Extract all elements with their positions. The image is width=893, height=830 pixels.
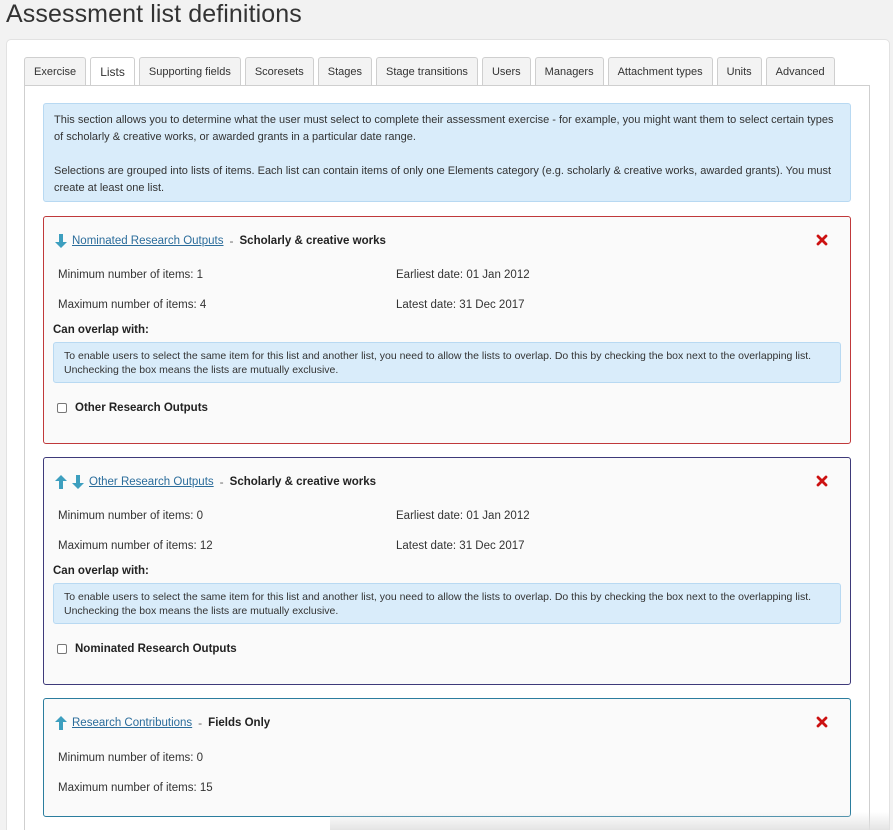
latest-date: Latest date: 31 Dec 2017 bbox=[396, 299, 525, 311]
overlap-option-label[interactable]: Other Research Outputs bbox=[75, 402, 208, 414]
delete-icon[interactable] bbox=[816, 716, 828, 728]
arrow-down-icon[interactable] bbox=[54, 233, 68, 249]
overlap-label: Can overlap with: bbox=[53, 565, 149, 577]
list-name-link[interactable]: Research Contributions bbox=[72, 717, 193, 729]
separator: - bbox=[219, 475, 224, 489]
max-items: Maximum number of items: 12 bbox=[58, 540, 213, 552]
list-card-research-contributions bbox=[43, 698, 851, 817]
overlap-option-row bbox=[57, 643, 237, 655]
tab-managers[interactable]: Managers bbox=[535, 57, 604, 86]
min-items: Minimum number of items: 0 bbox=[58, 510, 204, 522]
intro-paragraph-2: Selections are grouped into lists of items. Each list can contain items of only one Elements category (e.g. scholarly & creative works, awarded grants). You must create at least one list. bbox=[54, 165, 832, 194]
list-category: Fields Only bbox=[208, 717, 271, 729]
overlap-info-box: To enable users to select the same item for this list and another list, you need to allow the lists to overlap. Do this by checking the box next to the overlapping list. Unchecking the box means the lists are mutually exclusive. bbox=[53, 583, 841, 624]
tab-supporting-fields[interactable]: Supporting fields bbox=[139, 57, 241, 86]
bottom-fade bbox=[330, 812, 890, 830]
page-title: Assessment list definitions bbox=[6, 0, 302, 28]
tab-advanced[interactable]: Advanced bbox=[766, 57, 835, 86]
overlap-label: Can overlap with: bbox=[53, 324, 149, 336]
arrow-down-icon[interactable] bbox=[71, 474, 85, 490]
intro-paragraph-1: This section allows you to determine what the user must select to complete their assessment exercise - for example, you might want them to select certain types of scholarly & creative works, or awarded grants in a particular date range. bbox=[54, 114, 834, 143]
tab-scoresets[interactable]: Scoresets bbox=[245, 57, 314, 86]
min-items: Minimum number of items: 1 bbox=[58, 269, 204, 281]
delete-icon[interactable] bbox=[816, 234, 828, 246]
overlap-info-box: To enable users to select the same item for this list and another list, you need to allow the lists to overlap. Do this by checking the box next to the overlapping list. Unchecking the box means the lists are mutually exclusive. bbox=[53, 342, 841, 383]
tab-attachment-types[interactable]: Attachment types bbox=[608, 57, 713, 86]
delete-icon[interactable] bbox=[816, 475, 828, 487]
intro-info-box bbox=[43, 103, 851, 202]
max-items: Maximum number of items: 4 bbox=[58, 299, 207, 311]
tab-users[interactable]: Users bbox=[482, 57, 531, 86]
separator: - bbox=[198, 716, 203, 730]
list-card-other-research-outputs bbox=[43, 457, 851, 685]
overlap-checkbox[interactable] bbox=[57, 644, 67, 654]
list-header bbox=[54, 232, 386, 250]
tab-stage-transitions[interactable]: Stage transitions bbox=[376, 57, 478, 86]
max-items: Maximum number of items: 15 bbox=[58, 782, 213, 794]
list-header bbox=[54, 473, 376, 491]
tab-units[interactable]: Units bbox=[717, 57, 762, 86]
earliest-date: Earliest date: 01 Jan 2012 bbox=[396, 510, 530, 522]
arrow-up-icon[interactable] bbox=[54, 474, 68, 490]
tab-exercise[interactable]: Exercise bbox=[24, 57, 86, 86]
list-card-nominated-research-outputs bbox=[43, 216, 851, 444]
arrow-up-icon[interactable] bbox=[54, 715, 68, 731]
overlap-option-row bbox=[57, 402, 208, 414]
earliest-date: Earliest date: 01 Jan 2012 bbox=[396, 269, 530, 281]
list-category: Scholarly & creative works bbox=[239, 235, 386, 247]
separator: - bbox=[229, 234, 234, 248]
min-items: Minimum number of items: 0 bbox=[58, 752, 204, 764]
tab-stages[interactable]: Stages bbox=[318, 57, 372, 86]
tab-lists[interactable]: Lists bbox=[90, 57, 135, 87]
list-name-link[interactable]: Nominated Research Outputs bbox=[72, 235, 224, 247]
latest-date: Latest date: 31 Dec 2017 bbox=[396, 540, 525, 552]
overlap-checkbox[interactable] bbox=[57, 403, 67, 413]
tab-bar bbox=[24, 57, 835, 86]
overlap-option-label[interactable]: Nominated Research Outputs bbox=[75, 643, 237, 655]
list-category: Scholarly & creative works bbox=[229, 476, 377, 488]
list-name-link[interactable]: Other Research Outputs bbox=[89, 476, 214, 488]
list-header bbox=[54, 714, 270, 732]
